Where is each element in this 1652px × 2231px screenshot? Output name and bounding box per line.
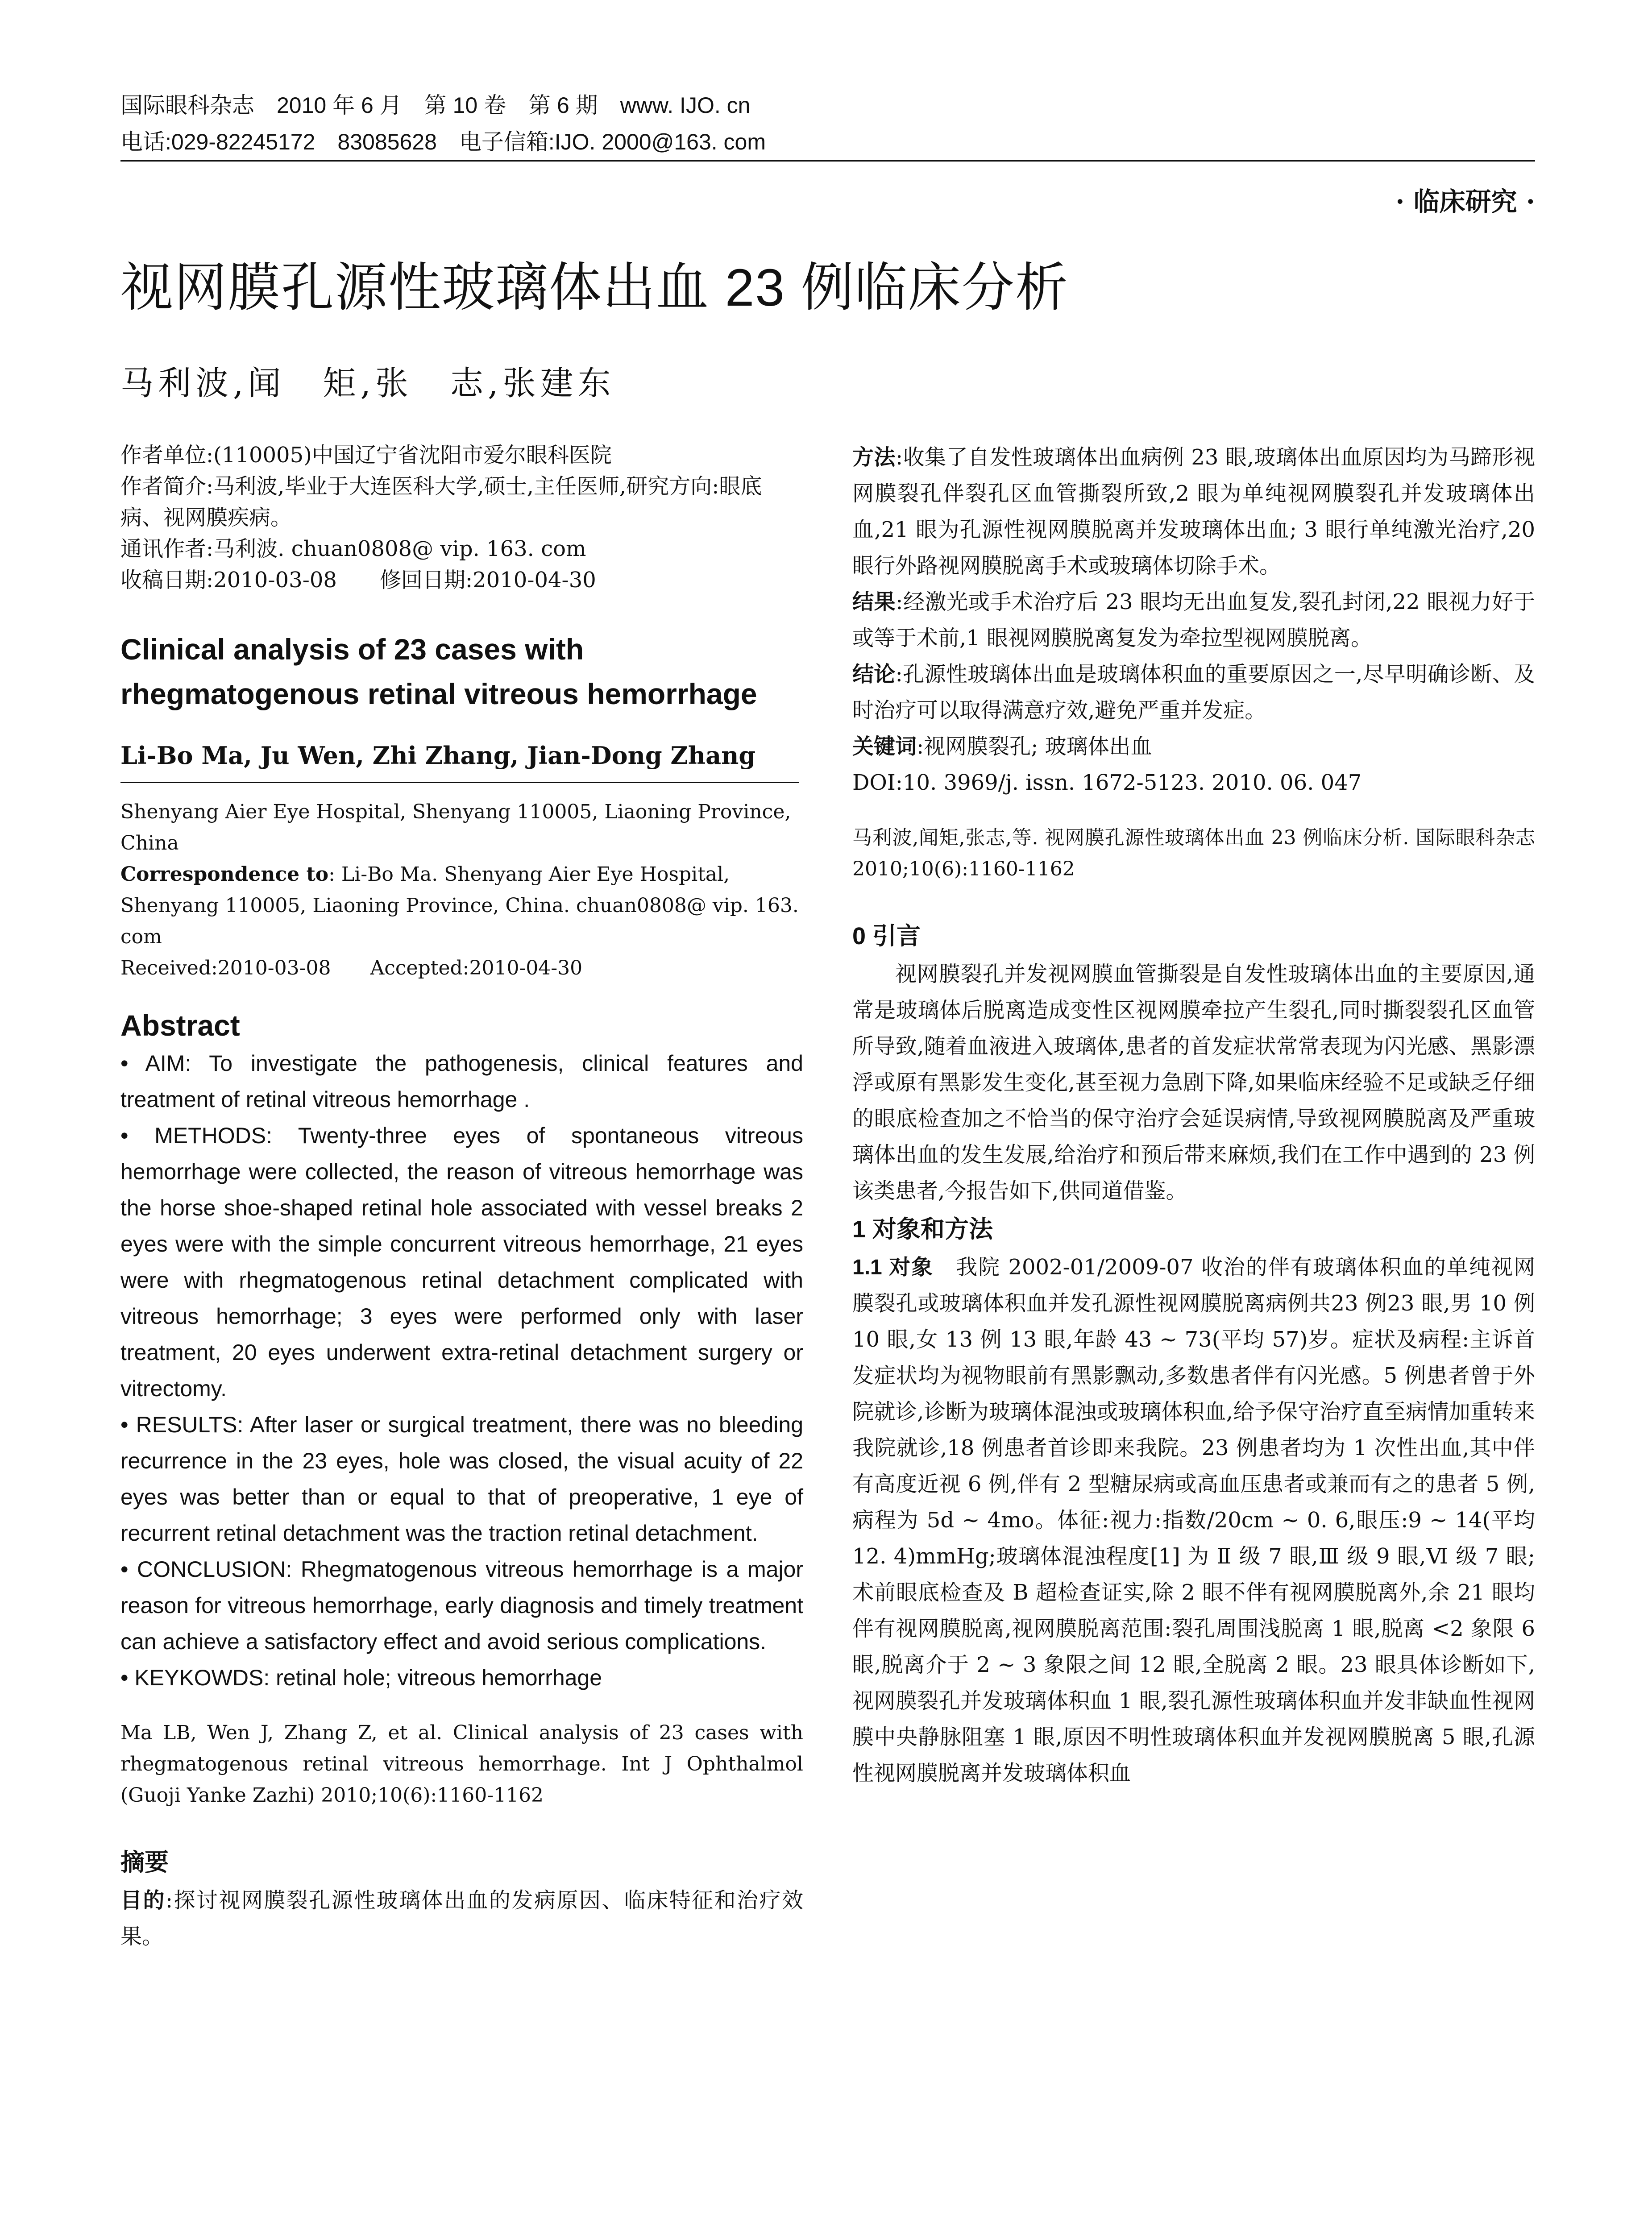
abstract-heading: Abstract bbox=[120, 1009, 240, 1042]
left-column bbox=[120, 440, 803, 1955]
zh-conclusion bbox=[852, 656, 1535, 729]
correspondence-en bbox=[120, 859, 803, 953]
header-contact-line: 电话:029-82245172 83085628 电子信箱:IJO. 2000@163. com bbox=[120, 129, 766, 154]
subsection-1-1 bbox=[852, 1249, 1535, 1791]
abstract-methods: • METHODS: Twenty-three eyes of spontaneous vitreous hemorrhage were collected, the reason of vitreous hemorrhage was the horse shoe-shaped retinal hole associated with vessel breaks 2 eyes were with the simple concurrent vitreous hemorrhage, 21 eyes were with rhegmatogenous retinal detachment complicated with vitreous hemorrhage; 3 eyes were performed only with laser treatment, 20 eyes underwent extra-retinal detachment surgery or vitrectomy. bbox=[120, 1123, 803, 1401]
intro-paragraph: 视网膜裂孔并发视网膜血管撕裂是自发性玻璃体出血的主要原因,通常是玻璃体后脱离造成变性区视网膜牵拉产生裂孔,同时撕裂裂孔区血管所导致,随着血液进入玻璃体,患者的首发症状常常表现为闪光感、黑影漂浮或原有黑影发生变化,甚至视力急剧下降,如果临床经验不足或缺乏仔细的眼底检查加之不恰当的保守治疗会延误病情,导致视网膜脱离及严重玻璃体出血的发生发展,给治疗和预后带来麻烦,我们在工作中遇到的 23 例该类患者,今报告如下,供同道借鉴。 bbox=[852, 962, 1535, 1203]
affiliation: 作者单位:(110005)中国辽宁省沈阳市爱尔眼科医院 bbox=[120, 443, 612, 468]
objective-label: 目的 bbox=[120, 1889, 166, 1912]
affiliation-en: Shenyang Aier Eye Hospital, Shenyang 110005, Liaoning Province, China bbox=[120, 800, 791, 854]
intro-heading: 0 引言 bbox=[852, 923, 921, 950]
conclusion-label: 结论 bbox=[852, 663, 896, 686]
correspondence-text: : Li-Bo Ma. Shenyang Aier Eye Hospital, Shenyang 110005, Liaoning Province, China. chuan0808@ vip. 163. com bbox=[120, 863, 799, 948]
objective-text: :探讨视网膜裂孔源性玻璃体出血的发病原因、临床特征和治疗效果。 bbox=[120, 1888, 803, 1949]
zh-keywords bbox=[852, 729, 1535, 765]
methods-text: :收集了自发性玻璃体出血病例 23 眼,玻璃体出血原因均为马蹄形视网膜裂孔伴裂孔区血管撕裂所致,2 眼为单纯视网膜裂孔并发玻璃体出血,21 眼为孔源性视网膜脱离并发玻璃体出血; 3 眼行单纯激光治疗,20 眼行外路视网膜脱离手术或玻璃体切除手术。 bbox=[852, 445, 1535, 578]
zh-objective bbox=[120, 1883, 803, 1955]
correspondence-label: Correspondence to bbox=[120, 863, 329, 886]
correspondence-zh: 通讯作者:马利波. chuan0808@ vip. 163. com bbox=[120, 536, 586, 561]
citation-zh: 马利波,闻矩,张志,等. 视网膜孔源性玻璃体出血 23 例临床分析. 国际眼科杂志 2010;10(6):1160-1162 bbox=[852, 826, 1535, 880]
keywords-label: 关键词 bbox=[852, 735, 917, 759]
results-label: 结果 bbox=[852, 590, 896, 614]
abstract-results: • RESULTS: After laser or surgical treatment, there was no bleeding recurrence in the 23 eyes, hole was closed, the visual acuity of 22 eyes was better than or equal to that of preoperative, 1 eye of recurrent retinal detachment was the traction retinal detachment. bbox=[120, 1412, 803, 1546]
keywords-text: :视网膜裂孔; 玻璃体出血 bbox=[917, 734, 1152, 759]
abstract-keywords: • KEYKOWDS: retinal hole; vitreous hemorrhage bbox=[120, 1665, 602, 1690]
header-journal-line: 国际眼科杂志 2010 年 6 月 第 10 卷 第 6 期 www. IJO. cn bbox=[120, 93, 751, 118]
dates-en: Received:2010-03-08 Accepted:2010-04-30 bbox=[120, 957, 583, 979]
section-tag: · 临床研究 · bbox=[1395, 187, 1535, 217]
authors-en: Li-Bo Ma, Ju Wen, Zhi Zhang, Jian-Dong Zhang bbox=[120, 741, 756, 770]
methods-label: 方法 bbox=[852, 446, 896, 469]
zh-abstract-heading: 摘要 bbox=[120, 1849, 169, 1876]
subsection-text: 我院 2002-01/2009-07 收治的伴有玻璃体积血的单纯视网膜裂孔或玻璃体积血并发孔源性视网膜脱离病例共23 例23 眼,男 10 例 10 眼,女 13 例 13 眼,年龄 43 ~ 73(平均 57)岁。症状及病程:主诉首发症状均为视物眼前有黑影飘动,多数患者伴有闪光感。5 例患者曾于外院就诊,诊断为玻璃体混浊或玻璃体积血,给予保守治疗直至病情加重转来我院就诊,18 例患者首诊即来我院。23 例患者均为 1 次性出血,其中伴有高度近视 6 例,伴有 2 型糖尿病或高血压患者或兼而有之的患者 5 例,病程为 5d ~ 4mo。体征:视力:指数/20cm ~ 0. 6,眼压:9 ~ 14(平均 12. 4)mmHg;玻璃体混浊程度[1] 为 Ⅱ 级 7 眼,Ⅲ 级 9 眼,Ⅵ 级 7 眼;术前眼底检查及 B 超检查证实,除 2 眼不伴有视网膜脱离外,余 21 眼均伴有视网膜脱离,视网膜脱离范围:裂孔周围浅脱离 1 眼,脱离 <2 象限 6 眼,脱离介于 2 ~ 3 象限之间 12 眼,全脱离 2 眼。23 眼具体诊断如下,视网膜裂孔并发玻璃体积血 1 眼,裂孔源性玻璃体积血并发非缺血性视网膜中央静脉阻塞 1 眼,原因不明性玻璃体积血并发视网膜脱离 5 眼,孔源性视网膜脱离并发玻璃体积血 bbox=[852, 1255, 1535, 1786]
zh-results bbox=[852, 584, 1535, 656]
doi: DOI:10. 3969/j. issn. 1672-5123. 2010. 06. 047 bbox=[852, 770, 1362, 795]
conclusion-text: :孔源性玻璃体出血是玻璃体积血的重要原因之一,尽早明确诊断、及时治疗可以取得满意疗效,避免严重并发症。 bbox=[852, 662, 1535, 723]
running-header bbox=[120, 87, 1535, 160]
results-text: :经激光或手术治疗后 23 眼均无出血复发,裂孔封闭,22 眼视力好于或等于术前,1 眼视网膜脱离复发为牵拉型视网膜脱离。 bbox=[852, 589, 1535, 651]
subsection-label: 1.1 对象 bbox=[852, 1256, 934, 1279]
abstract-aim: • AIM: To investigate the pathogenesis, clinical features and treatment of retinal vitreous hemorrhage . bbox=[120, 1051, 803, 1112]
article-title: 视网膜孔源性玻璃体出血 23 例临床分析 bbox=[120, 258, 1069, 317]
dates-zh: 收稿日期:2010-03-08 修回日期:2010-04-30 bbox=[120, 568, 596, 593]
header-rule bbox=[120, 160, 1535, 162]
english-title: Clinical analysis of 23 cases with rhegmatogenous retinal vitreous hemorrhage bbox=[120, 633, 757, 710]
abstract-conclusion: • CONCLUSION: Rhegmatogenous vitreous hemorrhage is a major reason for vitreous hemorrhage, early diagnosis and timely treatment can achieve a satisfactory effect and avoid serious complications. bbox=[120, 1557, 803, 1654]
section1-heading: 1 对象和方法 bbox=[852, 1216, 993, 1243]
citation-en: Ma LB, Wen J, Zhang Z, et al. Clinical analysis of 23 cases with rhegmatogenous retinal vitreous hemorrhage. Int J Ophthalmol (Guoji Yanke Zazhi) 2010;10(6):1160-1162 bbox=[120, 1721, 803, 1807]
right-column bbox=[852, 440, 1535, 1791]
author-rule bbox=[120, 782, 799, 783]
author-bio: 作者简介:马利波,毕业于大连医科大学,硕士,主任医师,研究方向:眼底病、视网膜疾病。 bbox=[120, 474, 762, 530]
authors-zh: 马利波,闻 矩,张 志,张建东 bbox=[120, 364, 615, 402]
zh-methods bbox=[852, 440, 1535, 584]
